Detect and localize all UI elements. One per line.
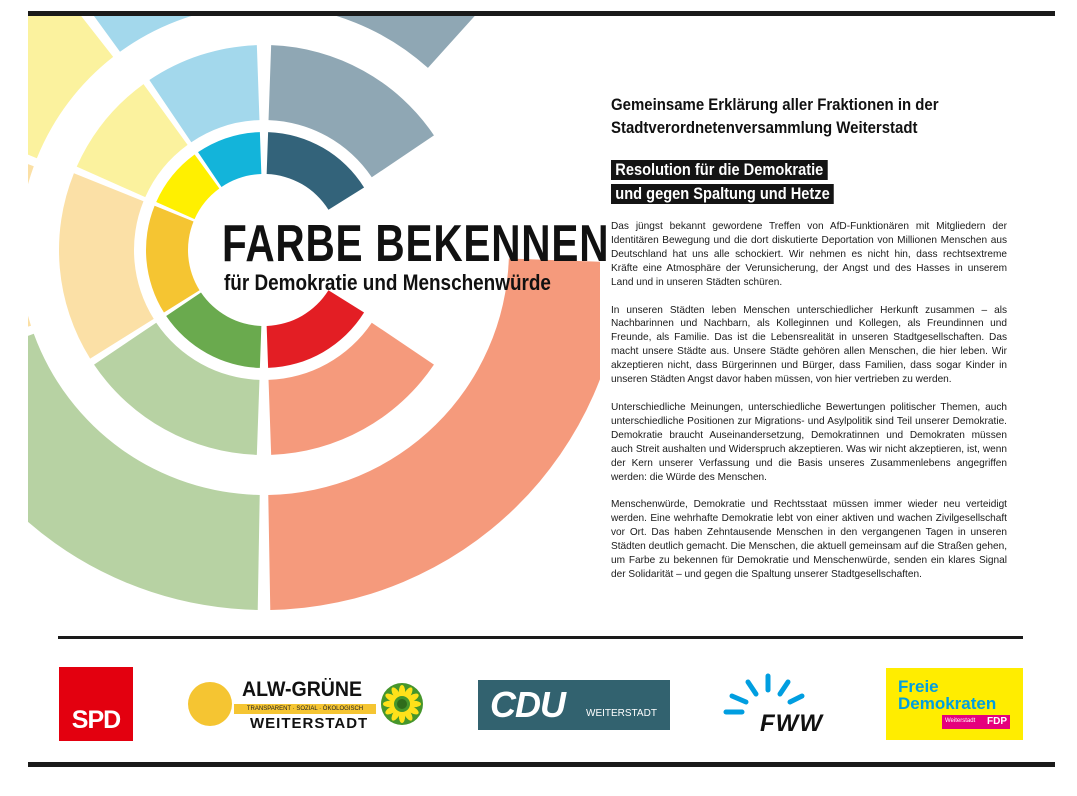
alw-sun-circle-icon [188,682,232,726]
alw-city: WEITERSTADT [250,715,369,732]
fdp-line-2: Demokraten [898,694,997,713]
fdp-logo [886,668,1023,740]
resolution-banner-line-2: und gegen Spaltung und Hetze [611,184,834,204]
cdu-logo-text: CDU [490,684,565,725]
logo-separator-rule [58,636,1023,639]
ring-outer-segment [0,127,34,361]
bottom-rule [28,762,1055,767]
cdu-logo [478,680,670,730]
poster-title: FARBE BEKENNEN [222,215,610,273]
alw-gruene-logo [186,676,426,732]
resolution-banner-line-1: Resolution für die Demokratie [611,160,828,180]
fdp-badge-city: Weiterstadt [945,718,976,724]
cdu-city: WEITERSTADT [586,708,657,719]
sunflower-icon [380,682,424,726]
fww-logo-text: FWW [760,710,823,737]
color-ring-graphic [0,0,600,620]
spd-logo [59,667,133,741]
body-paragraph: In unseren Städten leben Menschen unterschiedlicher Herkunft zusammen – als Nachbarinnen und Nachbarn, als Kolleginnen und Kollegen, als Freundinnen und Freunde, als Familie. Das ist die Lebensrealität in unseren Stadtgesellschaften. Das macht unsere Städte aus. Unsere Städte gehören allen Menschen, die hier leben. Wir akzeptieren nicht, dass Bürgerinnen und Bürger, dass Familien, dass sogar Kinder in unseren Städten Angst davor haben müssen, von hier vertrieben zu werden. [611,304,1007,386]
ring-middle-segment [59,173,154,358]
fdp-badge-label: FDP [987,716,1007,727]
fdp-line-1: Freie [898,677,939,696]
body-paragraph: Das jüngst bekannt gewordene Treffen von AfD-Funktionären mit Mitgliedern der Identitären Bewegung und die dort diskutierte Deportation von Millionen Menschen aus Deutschland hat uns alle schockiert. Wir nehmen es nicht hin, dass rechtsextreme Kräfte eine Atmosphäre der Verunsicherung, der Angst und des Hasses in unserem Land und in unseren Städten schüren. [611,221,1007,288]
body-paragraph: Menschenwürde, Demokratie und Rechtsstaat müssen immer wieder neu verteidigt werden. Eine wehrhafte Demokratie lebt von einer aktiven und wachen Zivilgesellschaft vor Ort. Das haben Zehntausende Menschen in den vergangenen Tagen in unseren Städten deutlich gemacht. Die Menschen, die aktuell gemeinsam auf die Straßen gehen, um Farbe zu bekennen für Demokratie und Menschenwürde, senden ein klares Signal der Solidarität – und gegen die Spaltung unserer Stadtgesellschaften. [611,499,1007,580]
body-paragraph: Unterschiedliche Meinungen, unterschiedliche Bewertungen politischer Themen, auch unterschiedliche Positionen zur Migrations- und Asylpolitik sind Teil unserer Demokratie. Demokratie braucht Auseinandersetzung, Demokratinnen und Demokraten müssen auch Streit aushalten und Widerspruch akzeptieren. Was wir nicht akzeptieren, ist, wenn der Kern unserer Verfassung und die Basis unseres Zusammenlebens angegriffen werden: die Würde des Menschen. [611,401,1007,483]
alw-name: ALW-GRÜNE [242,678,363,701]
fww-logo [722,672,834,740]
ring-inner-segment [146,206,200,313]
statement-heading: Gemeinsame Erklärung aller Fraktionen in der Stadtverordnetenversammlung Weiterstadt [611,95,939,137]
poster-subtitle: für Demokratie und Menschenwürde [224,270,551,295]
spd-logo-text: SPD [71,706,121,734]
statement-body [611,220,1007,596]
fdp-badge [942,715,1010,729]
alw-tagline: TRANSPARENT · SOZIAL · ÖKOLOGISCH [234,704,376,714]
